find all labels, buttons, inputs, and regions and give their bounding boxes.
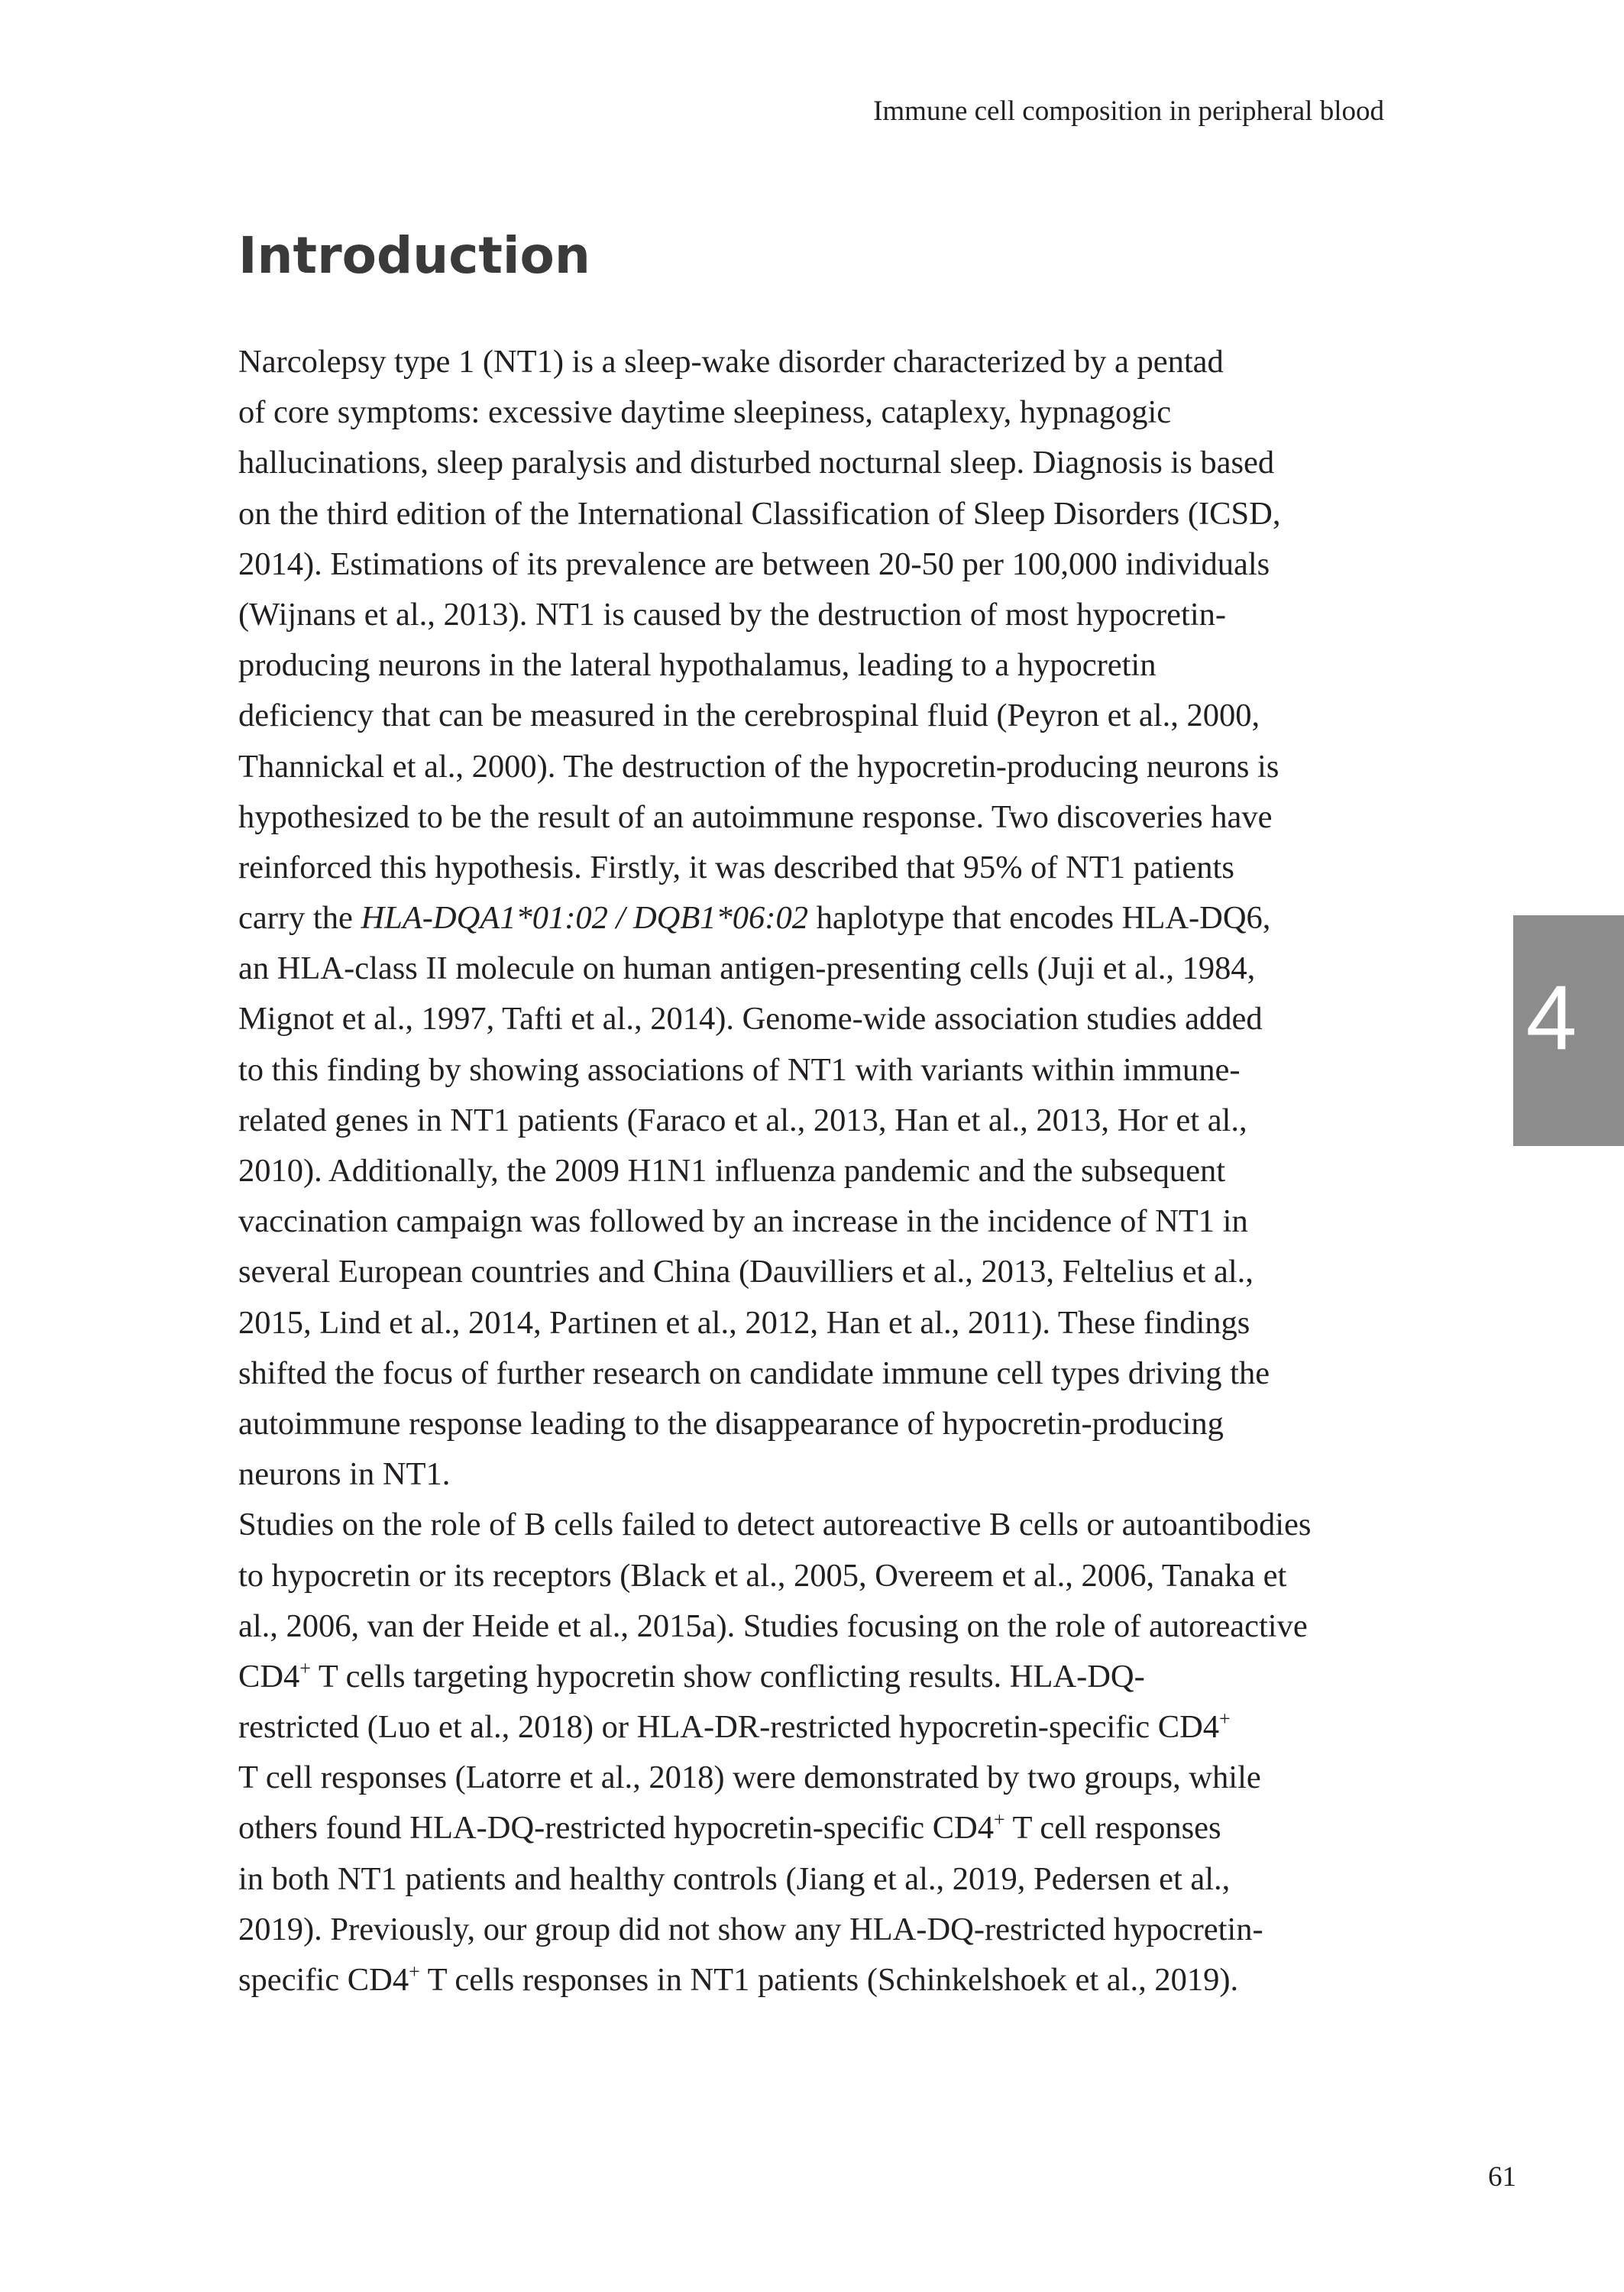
text-segment: 2015, Lind et al., 2014, Partinen et al., 2012, Han et al., 2011). These findings (238, 1304, 1250, 1341)
text-line (238, 1551, 1384, 1601)
text-line (238, 1298, 1384, 1348)
text-line (238, 1348, 1384, 1399)
text-segment: several European countries and China (Dauvilliers et al., 2013, Feltelius et al., (238, 1254, 1254, 1290)
text-segment: related genes in NT1 patients (Faraco et al., 2013, Han et al., 2013, Hor et al., (238, 1102, 1247, 1138)
italic-text: HLA-DQA1*01:02 / DQB1*06:02 (361, 900, 808, 937)
text-segment: Thannickal et al., 2000). The destruction of the hypocretin-producing neurons is (238, 748, 1279, 785)
superscript: + (299, 1656, 311, 1679)
text-segment: others found HLA-DQ-restricted hypocretin-specific CD4 (238, 1810, 994, 1847)
text-line (238, 489, 1384, 539)
text-line (238, 944, 1384, 994)
text-line (238, 1702, 1384, 1753)
text-segment: hallucinations, sleep paralysis and disturbed nocturnal sleep. Diagnosis is based (238, 445, 1275, 481)
text-line (238, 1500, 1384, 1550)
text-line (238, 742, 1384, 792)
text-line (238, 438, 1384, 488)
text-segment: hypothesized to be the result of an autoimmune response. Two discoveries have (238, 798, 1273, 835)
text-segment: producing neurons in the lateral hypothalamus, leading to a hypocretin (238, 647, 1157, 684)
text-segment: T cell responses (1004, 1810, 1221, 1847)
text-segment: T cells targeting hypocretin show conflicting results. HLA-DQ- (310, 1658, 1145, 1695)
running-head: Immune cell composition in peripheral blood (873, 96, 1384, 127)
text-segment: haplotype that encodes HLA-DQ6, (807, 900, 1271, 937)
text-line (238, 893, 1384, 944)
text-segment: T cells responses in NT1 patients (Schinkelshoek et al., 2019). (419, 1962, 1239, 1998)
superscript: + (409, 1960, 420, 1983)
text-line (238, 337, 1384, 387)
text-segment: (Wijnans et al., 2013). NT1 is caused by the destruction of most hypocretin- (238, 596, 1227, 633)
text-line (238, 1854, 1384, 1905)
page-number: 61 (1488, 2161, 1516, 2193)
text-segment: autoimmune response leading to the disappearance of hypocretin-producing (238, 1405, 1224, 1442)
text-line (238, 843, 1384, 893)
text-segment: Studies on the role of B cells failed to detect autoreactive B cells or autoantibodies (238, 1507, 1312, 1543)
text-line (238, 1399, 1384, 1449)
text-segment: deficiency that can be measured in the cerebrospinal fluid (Peyron et al., 2000, (238, 698, 1260, 734)
text-segment: an HLA-class II molecule on human antigen-presenting cells (Juji et al., 1984, (238, 950, 1256, 987)
text-segment: to this finding by showing associations of NT1 with variants within immune- (238, 1051, 1241, 1088)
text-line (238, 1247, 1384, 1297)
text-line (238, 539, 1384, 590)
text-line (238, 1803, 1384, 1853)
text-segment: specific CD4 (238, 1962, 409, 1998)
text-segment: CD4 (238, 1658, 300, 1695)
text-line (238, 1753, 1384, 1803)
text-line (238, 1196, 1384, 1247)
text-segment: reinforced this hypothesis. Firstly, it was described that 95% of NT1 patients (238, 849, 1234, 885)
text-segment: shifted the focus of further research on candidate immune cell types driving the (238, 1355, 1270, 1391)
text-segment: neurons in NT1. (238, 1456, 451, 1493)
superscript: + (1219, 1708, 1231, 1730)
chapter-tab-number: 4 (1525, 966, 1577, 1069)
text-segment: 2010). Additionally, the 2009 H1N1 influenza pandemic and the subsequent (238, 1153, 1226, 1189)
body-text (238, 337, 1384, 2006)
text-segment: in both NT1 patients and healthy controls (Jiang et al., 2019, Pedersen et al., (238, 1860, 1231, 1897)
text-segment: al., 2006, van der Heide et al., 2015a). Studies focusing on the role of autoreactive (238, 1607, 1308, 1644)
text-line (238, 1652, 1384, 1702)
text-segment: 2014). Estimations of its prevalence are between 20-50 per 100,000 individuals (238, 545, 1270, 582)
text-line (238, 1955, 1384, 2006)
text-segment: T cell responses (Latorre et al., 2018) were demonstrated by two groups, while (238, 1759, 1261, 1796)
text-line (238, 1146, 1384, 1196)
text-segment: on the third edition of the International Classification of Sleep Disorders (ICSD, (238, 495, 1281, 532)
section-heading: Introduction (238, 226, 590, 285)
text-line (238, 792, 1384, 843)
text-segment: restricted (Luo et al., 2018) or HLA-DR-restricted hypocretin-specific CD4 (238, 1709, 1220, 1746)
text-line (238, 1449, 1384, 1500)
text-line (238, 1045, 1384, 1096)
text-segment: 2019). Previously, our group did not show any HLA-DQ-restricted hypocretin- (238, 1911, 1263, 1947)
text-line (238, 994, 1384, 1044)
text-segment: carry the (238, 900, 361, 937)
text-segment: to hypocretin or its receptors (Black et al., 2005, Overeem et al., 2006, Tanaka et (238, 1557, 1287, 1594)
text-line (238, 691, 1384, 741)
text-line (238, 1905, 1384, 1955)
text-line (238, 1601, 1384, 1652)
superscript: + (994, 1808, 1005, 1831)
text-segment: of core symptoms: excessive daytime sleepiness, cataplexy, hypnagogic (238, 394, 1172, 431)
text-line (238, 590, 1384, 640)
text-line (238, 1096, 1384, 1146)
text-segment: vaccination campaign was followed by an increase in the incidence of NT1 in (238, 1203, 1248, 1240)
text-line (238, 387, 1384, 438)
text-segment: Narcolepsy type 1 (NT1) is a sleep-wake disorder characterized by a pentad (238, 344, 1224, 380)
text-line (238, 640, 1384, 691)
text-segment: Mignot et al., 1997, Tafti et al., 2014). Genome-wide association studies added (238, 1001, 1263, 1038)
